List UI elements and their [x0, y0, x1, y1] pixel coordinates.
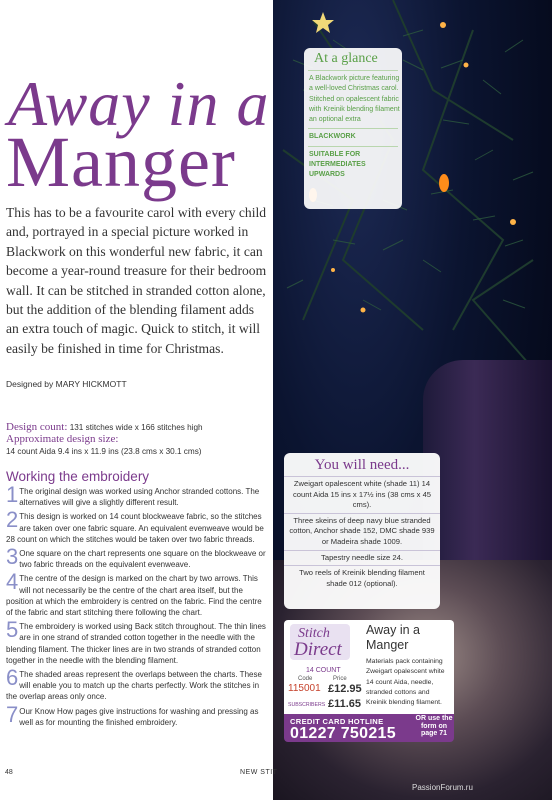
step-6	[6, 665, 268, 703]
designer-name: MARY HICKMOTT	[55, 379, 127, 389]
steps-list	[6, 482, 268, 731]
magazine-name: NEW STIT	[240, 769, 278, 776]
need-item: Two reels of Kreinik blending filament shade 012 (optional).	[284, 565, 440, 591]
logo-line-1: Stitch	[298, 626, 330, 641]
step-text: The embroidery is worked using Back stitch throughout. The thin lines are in one strand of stranded cotton together in the needle with the blending filament. The thicker lines are in two strands of stranded cotton together in the needle with the blending filament.	[6, 622, 266, 665]
price-label: Price	[333, 676, 347, 682]
watermark: PassionForum.ru	[412, 783, 473, 792]
credit-card-hotline	[284, 714, 454, 742]
stitch-direct-card	[284, 620, 454, 714]
code-label: Code	[298, 676, 313, 682]
designer-credit	[6, 379, 127, 389]
step-text: This design is worked on 14 count blockweave fabric, so the stitches are taken over one fabric square. An equivalent evenweave would be 28 count on which the stitches would be taken over two fabric threads.	[6, 512, 264, 544]
step-number: 2	[6, 507, 19, 533]
page-number: 48	[5, 769, 13, 776]
designer-prefix: Designed by	[6, 379, 54, 389]
step-number: 1	[6, 482, 19, 507]
glance-tag-level: SUITABLE FOR INTERMEDIATES UPWARDS	[309, 150, 366, 179]
need-item: Tapestry needle size 24.	[284, 550, 440, 566]
logo-line-2: Direct	[294, 639, 342, 660]
step-3	[6, 544, 268, 570]
glance-heading: At a glance	[314, 51, 378, 66]
stitch-direct-logo	[290, 624, 350, 660]
step-number: 5	[6, 617, 19, 643]
subscriber-price: £11.65	[328, 698, 362, 710]
design-count	[6, 421, 203, 433]
step-number: 3	[6, 544, 19, 570]
design-size-value: 14 count Aida 9.4 ins x 11.9 ins (23.8 cms x 30.1 cms)	[6, 447, 202, 456]
product-description: Materials pack containing Zweigart opalescent white 14 count Aida, needle, stranded cottons and Kreinik blending filament.	[366, 658, 445, 707]
step-2	[6, 507, 268, 545]
step-text: The shaded areas represent the overlaps between the charts. These will enable you to match up the charts perfectly. Work the stitches in the overlap areas only once.	[6, 670, 262, 702]
intro-paragraph: This has to be a favourite carol with every child and, portrayed in a special picture worked in Blackwork on this wonderful new fabric, it can become a year-round treasure for their bedroom wall. It can be stitched in stranded cotton alone, but the addition of the blending filament adds an extra touch of magic. Quick to stitch, it will easily be finished in time for Christmas.	[6, 205, 267, 356]
order-form-note: OR use the form on page 71	[415, 715, 453, 737]
glance-text: A Blackwork picture featuring a well-loved Christmas carol. Stitched on opalescent fabric with Kreinik blending filament an optional extra	[309, 75, 400, 124]
step-5	[6, 617, 268, 666]
step-number: 6	[6, 665, 19, 691]
step-number: 7	[6, 701, 19, 727]
product-code: 115001	[288, 683, 321, 694]
step-1	[6, 482, 268, 508]
need-item: Zweigart opalescent white (shade 11) 14 count Aida 15 ins x 17½ ins (38 cms x 45 cms).	[284, 476, 440, 513]
glance-divider	[308, 70, 398, 71]
step-number: 4	[6, 569, 19, 595]
product-title: Away in a Manger	[366, 623, 420, 652]
hotline-number: 01227 750215	[290, 725, 396, 742]
step-4	[6, 569, 268, 618]
design-size-label: Approximate design size:	[6, 433, 119, 445]
glance-divider	[308, 146, 398, 147]
step-text: The centre of the design is marked on the chart by two arrows. This will not necessarily be the centre of the chart area itself, but the position at which the embroidery is centred on the fabric. Find the centre of the fabric and start stitching there following the chart.	[6, 574, 262, 618]
stitch-direct-panel	[284, 620, 454, 740]
working-heading: Working the embroidery	[6, 469, 150, 484]
glance-tag-technique: BLACKWORK	[309, 133, 356, 141]
design-count-value: 131 stitches wide x 166 stitches high	[69, 423, 203, 432]
hotline-label: CREDIT CARD HOTLINE	[290, 717, 384, 726]
at-a-glance-box	[304, 48, 402, 209]
title-line-2: Manger	[6, 122, 236, 202]
fabric-count: 14 COUNT	[306, 667, 341, 674]
step-text: The original design was worked using Anchor stranded cottons. The alternatives will give a slightly different result.	[19, 487, 260, 508]
need-item: Three skeins of deep navy blue stranded cotton, Anchor shade 152, DMC shade 939 or Madeira shade 1009.	[284, 513, 440, 550]
step-text: Our Know How pages give instructions for washing and pressing as well as for mounting the finished embroidery.	[19, 706, 259, 727]
planter-pot	[423, 360, 552, 580]
title-line-1: Away in a	[8, 68, 270, 139]
need-heading: You will need...	[314, 457, 410, 473]
you-will-need-box	[284, 453, 440, 609]
product-price: £12.95	[328, 683, 362, 695]
step-text: One square on the chart represents one square on the blockweave or two fabric threads on the equivalent evenweave.	[19, 549, 266, 570]
glance-divider	[308, 128, 398, 129]
design-count-label: Design count:	[6, 421, 68, 433]
step-7	[6, 701, 268, 728]
subscribers-label: SUBSCRIBERS	[288, 702, 326, 708]
